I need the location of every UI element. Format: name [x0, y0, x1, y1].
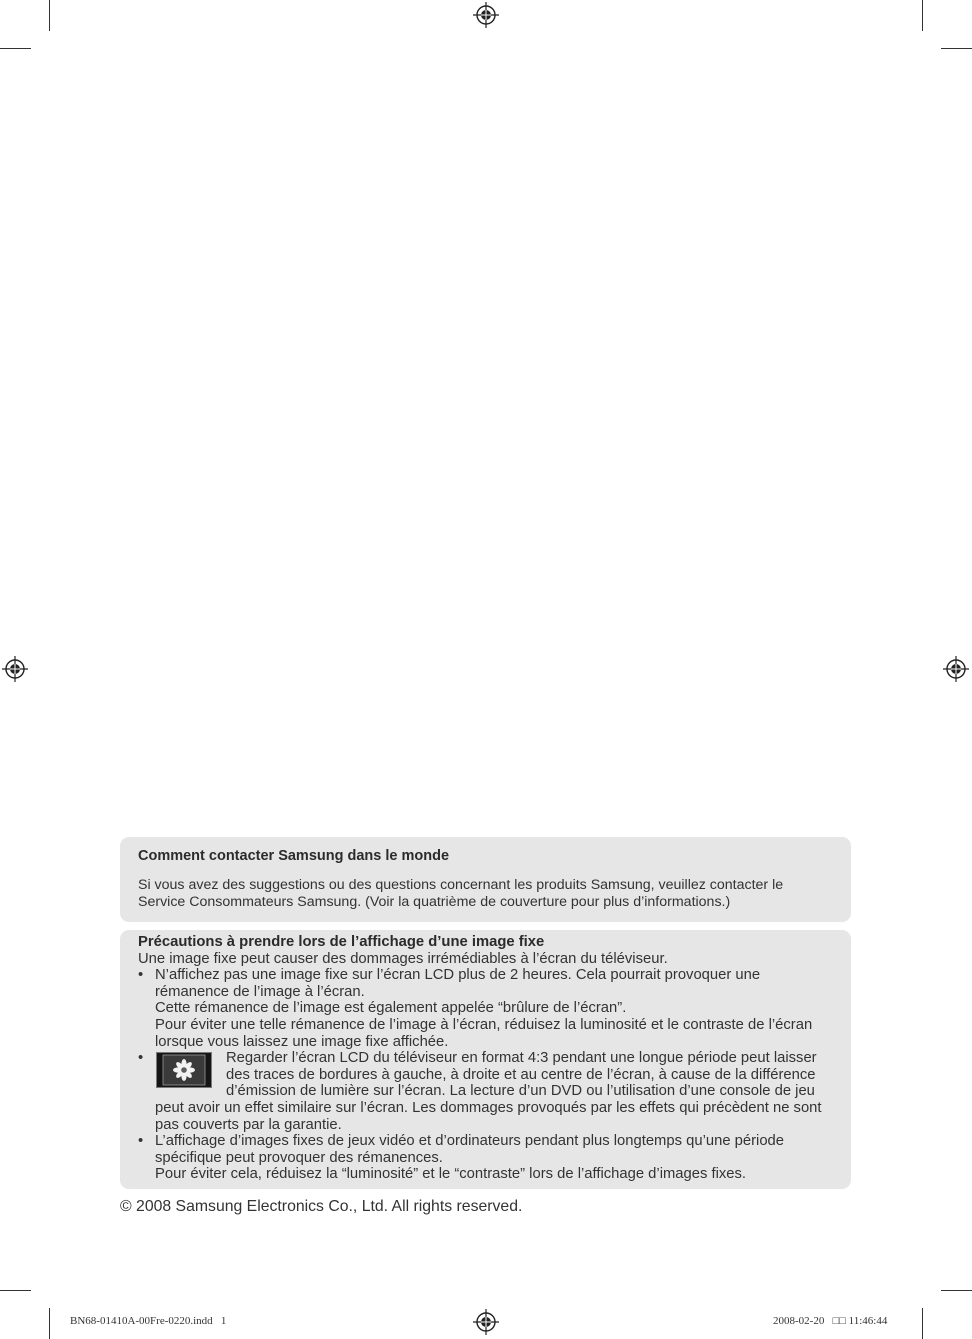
precaution-1-line-3: Pour éviter une telle rémanence de l’image à l’écran, réduisez la luminosité et le contraste de l’écran lorsque vous laissez une image fixe affichée. [155, 1016, 813, 1050]
precaution-3-line-2: Pour éviter cela, réduisez la “luminosité” et le “contraste” lors de l’affichage d’images fixes. [155, 1166, 747, 1183]
registration-mark-icon [943, 656, 969, 682]
crop-mark-top-right-vertical [922, 0, 923, 31]
crop-mark-bottom-left-horizontal [0, 1290, 31, 1291]
precaution-3-line-1: L’affichage d’images fixes de jeux vidéo et d’ordinateurs pendant plus longtemps qu’une période spécifique peut provoquer des rémanences. [155, 1133, 785, 1166]
crop-mark-top-right-horizontal [941, 48, 972, 49]
registration-mark-icon [473, 1309, 499, 1335]
precautions-box [120, 930, 851, 1189]
precaution-item-3 [138, 1133, 833, 1183]
precaution-1-line-1: N’affichez pas une image fixe sur l’écran LCD plus de 2 heures. Cela pourrait provoquer une rémanence de l’image à l’écran. [155, 967, 761, 1000]
slug-file-name: BN68-01410A-00Fre-0220.indd 1 [70, 1315, 227, 1327]
slug-timestamp: 2008-02-20 □□ 11:46:44 [773, 1315, 888, 1327]
crop-mark-bottom-left-vertical [49, 1308, 50, 1339]
bullet-symbol: • [138, 967, 144, 984]
registration-mark-icon [2, 656, 28, 682]
precautions-list [138, 967, 833, 1183]
registration-mark-icon [473, 2, 499, 28]
precautions-intro: Une image fixe peut causer des dommages irrémédiables à l’écran du téléviseur. [138, 950, 668, 967]
crop-mark-bottom-right-horizontal [941, 1290, 972, 1291]
contact-samsung-box [120, 837, 851, 922]
precaution-item-2 [138, 1050, 833, 1133]
crop-mark-top-left-vertical [49, 0, 50, 31]
precaution-2-text: Regarder l’écran LCD du téléviseur en format 4:3 pendant une longue période peut laisser des traces de bordures à gauche, à droite et au centre de l’écran, à cause de la différence d’émission de lumière sur l’écran. La lecture d’un DVD ou l’utilisation d’une console de jeu peut avoir un effet similaire sur l’écran. Les dommages provoqués par les effets qui précèdent ne sont pas couverts par la garantie. [155, 1050, 822, 1133]
precaution-1-line-2: Cette rémanence de l’image est également appelée “brûlure de l’écran”. [155, 1000, 627, 1017]
tv-flower-thumbnail-icon [156, 1052, 212, 1088]
contact-heading: Comment contacter Samsung dans le monde [138, 848, 450, 864]
bullet-symbol: • [138, 1133, 144, 1150]
bullet-symbol: • [138, 1050, 144, 1067]
precaution-item-1 [138, 967, 833, 1050]
precautions-heading: Précautions à prendre lors de l’affichage d’une image fixe [138, 934, 545, 950]
crop-mark-top-left-horizontal [0, 48, 31, 49]
contact-body-text: Si vous avez des suggestions ou des questions concernant les produits Samsung, veuillez contacter le Service Consommateurs Samsung. (Voir la quatrième de couverture pour plus d’informations.) [138, 877, 784, 910]
copyright-notice: © 2008 Samsung Electronics Co., Ltd. All rights reserved. [120, 1198, 523, 1215]
crop-mark-bottom-right-vertical [922, 1308, 923, 1339]
